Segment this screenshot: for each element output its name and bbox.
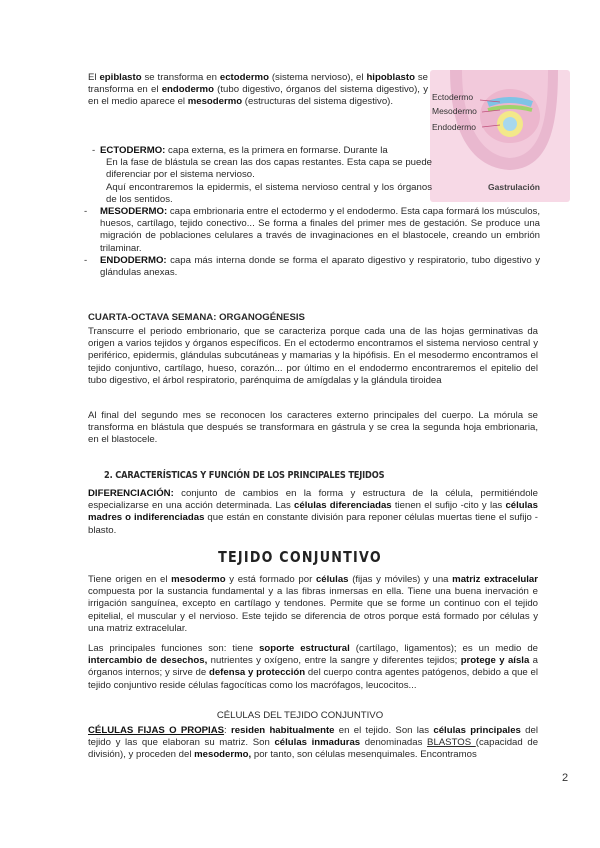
- diferenciacion-paragraph: DIFERENCIACIÓN: conjunto de cambios en la forma y estructura de la célula, permitiéndole especializarse en una acción determinada. Las células diferenciadas tienen el sufijo -cito y las células madres o indiferenciadas que están en constante división para reponer células muertas tiene el sufijo -blasto.: [88, 488, 539, 536]
- intro-paragraph: El epiblasto se transforma en ectodermo (sistema nervioso), el hipoblasto se transforma en el endodermo (tubo digestivo, órganos del sistema digestivo), y en el medio aparece el mesodermo (estructuras del sistema digestivo).: [88, 72, 428, 108]
- list-item-endodermo: - ENDODERMO: capa más interna donde se forma el aparato digestivo y respiratorio, tubo digestivo y glándulas anexas.: [84, 254, 540, 279]
- figure-caption: Gastrulación: [488, 182, 540, 192]
- page-title-tejido-conjuntivo: TEJIDO CONJUNTIVO: [218, 548, 382, 566]
- figure-label-mesodermo: Mesodermo: [432, 106, 477, 116]
- funciones-paragraph: Las principales funciones son: tiene soporte estructural (cartílago, ligamentos); es un medio de intercambio de desechos, nutrientes y oxígeno, entre la sangre y diferentes tejidos; protege y aísla a órganos internos; y sirve de defensa y protección del cuerpo contra agentes patógenos, debido a que el tejido conjuntivo reside células fagocíticas como los macrófagos, leucocitos...: [88, 643, 539, 691]
- conjuntivo-paragraph: Tiene origen en el mesodermo y está formado por células (fijas y móviles) y una matriz extracelular compuesta por la sustancia fundamental y a las fibras inmersas en ella. Tiene una buena inervación e irrigación sanguínea, excepto en cartílago y tendones. Permite que se forme un continuo con el tejido epitelial, el muscular y el nervioso. Este tejido se diferencia de otros porque está formado por células y una matriz extracelular.: [88, 574, 538, 634]
- page-number: 2: [562, 772, 569, 784]
- figure-label-endodermo: Endodermo: [432, 122, 476, 132]
- germ-layers-list: [84, 145, 540, 279]
- organogenesis-paragraph-2: Al final del segundo mes se reconocen los caracteres externo principales del cuerpo. La mórula se transforma en blástula que después se transformara en gástrula y se crea la segunda hoja embrionaria, en el blastocele.: [88, 410, 538, 446]
- section-title-organogenesis: CUARTA-OCTAVA SEMANA: ORGANOGÉNESIS: [88, 312, 305, 323]
- celulas-fijas-paragraph: CÉLULAS FIJAS O PROPIAS: residen habitualmente en el tejido. Son las células principales del tejido y las que elaboran su matriz. Son células inmaduras denominadas BLASTOS (capacidad de división), y proceden del mesodermo, por tanto, son células mesenquimales. Encontramos: [88, 725, 539, 761]
- list-item-ectodermo: - ECTODERMO: capa externa, es la primera en formarse. Durante la En la fase de blástula se crean las dos capas restantes. Esta capa se puede diferenciar por el sistema nervioso. Aquí encontraremos la epidermis, el sistema nervioso central y los órganos de los sentidos.: [92, 145, 432, 205]
- section-heading-tejidos: 2. CARACTERÍSTICAS Y FUNCIÓN DE LOS PRINCIPALES TEJIDOS: [104, 470, 385, 481]
- organogenesis-paragraph-1: Transcurre el periodo embrionario, que se caracteriza porque cada una de las hojas germinativas da origen a varios tejidos y órganos específicos. En el ectodermo encontramos el sistema nervioso central y periférico, epidermis, glándulas subcutáneas y mamarias y la hipófisis. En el mesodermo encontramos el tejido conjuntivo, cartílago, hueso, corazón... por último en el endodermo encontraremos el epitelio del tubo digestivo, el árbol respiratorio, parénquima de amígdalas y la glándula tiroidea: [88, 326, 538, 386]
- figure-label-ectodermo: Ectodermo: [432, 92, 474, 102]
- subsection-title-celulas: CÉLULAS DEL TEJIDO CONJUNTIVO: [216, 710, 384, 721]
- list-item-mesodermo: - MESODERMO: capa embrionaria entre el ectodermo y el endodermo. Esta capa formará los músculos, huesos, cartílago, tejido conectivo... Se forma a finales del primer mes de gestación. Se produce una migración de poblaciones celulares a través de invaginaciones en el blastocele, creando un embrión trilaminar.: [84, 206, 540, 254]
